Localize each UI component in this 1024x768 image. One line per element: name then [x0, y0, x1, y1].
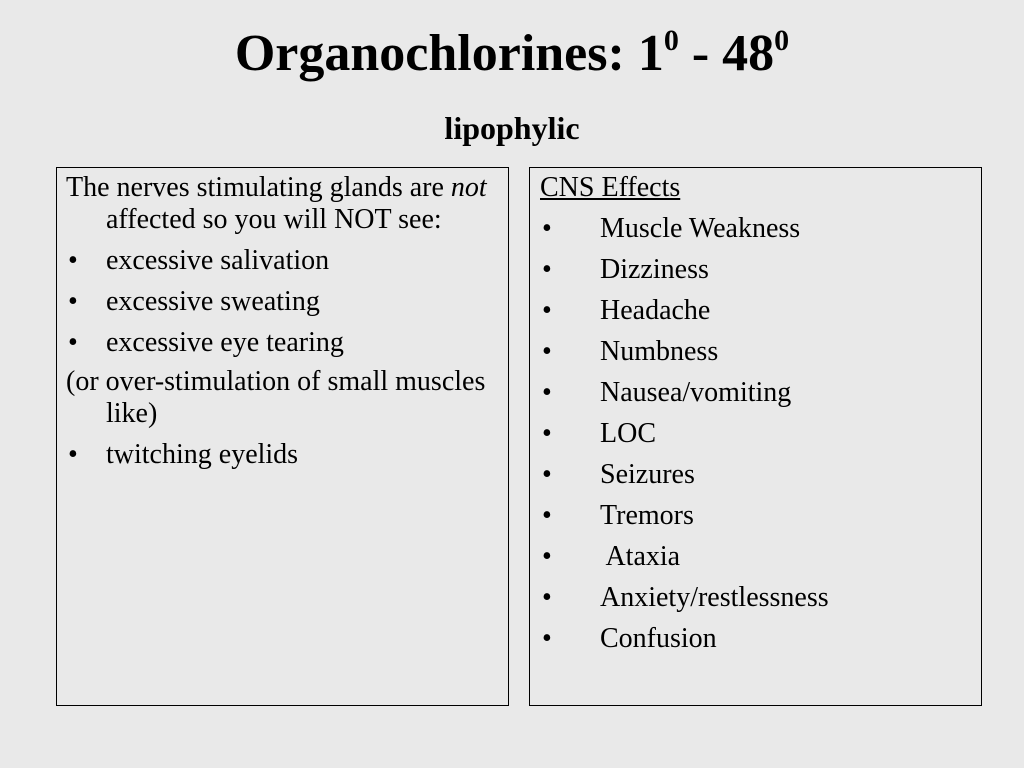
bullet-glyph: • [542, 254, 552, 285]
list-item-text: Nausea/vomiting [600, 377, 792, 408]
left-middle-paragraph: (or over-stimulation of small muscles like) [66, 366, 486, 429]
right-content [540, 172, 970, 655]
list-item-text: Headache [600, 295, 711, 326]
left-intro-part2: affected so you will NOT see: [106, 204, 442, 235]
slide-subtitle: lipophylic [444, 110, 580, 146]
bullet-glyph: • [68, 245, 78, 276]
bullet-glyph: • [542, 336, 552, 367]
list-item-text: excessive eye tearing [106, 327, 344, 358]
list-item [540, 336, 970, 368]
list-item [540, 541, 970, 573]
list-item-text: Confusion [600, 623, 717, 654]
left-content [66, 172, 496, 471]
list-item [540, 418, 970, 450]
left-bullet-list-a [66, 245, 496, 359]
bullet-glyph: • [542, 418, 552, 449]
left-bullet-list-b [66, 439, 496, 471]
list-item-text: Numbness [600, 336, 719, 367]
list-item-text: Seizures [600, 459, 695, 490]
list-item [540, 500, 970, 532]
bullet-glyph: • [68, 439, 78, 470]
bullet-glyph: • [542, 295, 552, 326]
list-item [540, 295, 970, 327]
bullet-glyph: • [542, 377, 552, 408]
bullet-glyph: • [68, 327, 78, 358]
bullet-glyph: • [542, 541, 552, 572]
list-item-text: excessive salivation [106, 245, 330, 276]
list-item-text: Ataxia [600, 541, 681, 572]
list-item [540, 459, 970, 491]
list-item [540, 582, 970, 614]
list-item-text: LOC [600, 418, 656, 449]
list-item [540, 377, 970, 409]
bullet-glyph: • [542, 623, 552, 654]
cns-effects-heading: CNS Effects [540, 172, 681, 203]
bullet-glyph: • [542, 500, 552, 531]
bullet-glyph: • [542, 582, 552, 613]
list-item [66, 327, 496, 359]
title-text-a: Organochlorines: 1 [234, 25, 664, 82]
cns-effects-list [540, 213, 970, 655]
slide-title [0, 22, 1024, 86]
list-item-text: twitching eyelids [106, 439, 299, 470]
title-text-b: - 48 [678, 25, 775, 82]
bullet-glyph: • [542, 213, 552, 244]
bullet-glyph: • [68, 286, 78, 317]
left-text-box [56, 167, 509, 706]
list-item [66, 245, 496, 277]
list-item-text: excessive sweating [106, 286, 320, 317]
list-item-text: Muscle Weakness [600, 213, 801, 244]
left-intro-italic: not [450, 172, 487, 203]
bullet-glyph: • [542, 459, 552, 490]
left-intro-part1: The nerves stimulating glands are [66, 172, 451, 203]
list-item-text: Tremors [600, 500, 694, 531]
list-item [540, 623, 970, 655]
list-item-text: Anxiety/restlessness [600, 582, 829, 613]
list-item [66, 286, 496, 318]
list-item [540, 213, 970, 245]
list-item-text: Dizziness [600, 254, 709, 285]
title-superscript-b: 0 [774, 24, 790, 57]
list-item [66, 439, 496, 471]
right-text-box [529, 167, 982, 706]
title-superscript-a: 0 [663, 24, 679, 57]
left-intro-paragraph [66, 172, 496, 236]
list-item [540, 254, 970, 286]
